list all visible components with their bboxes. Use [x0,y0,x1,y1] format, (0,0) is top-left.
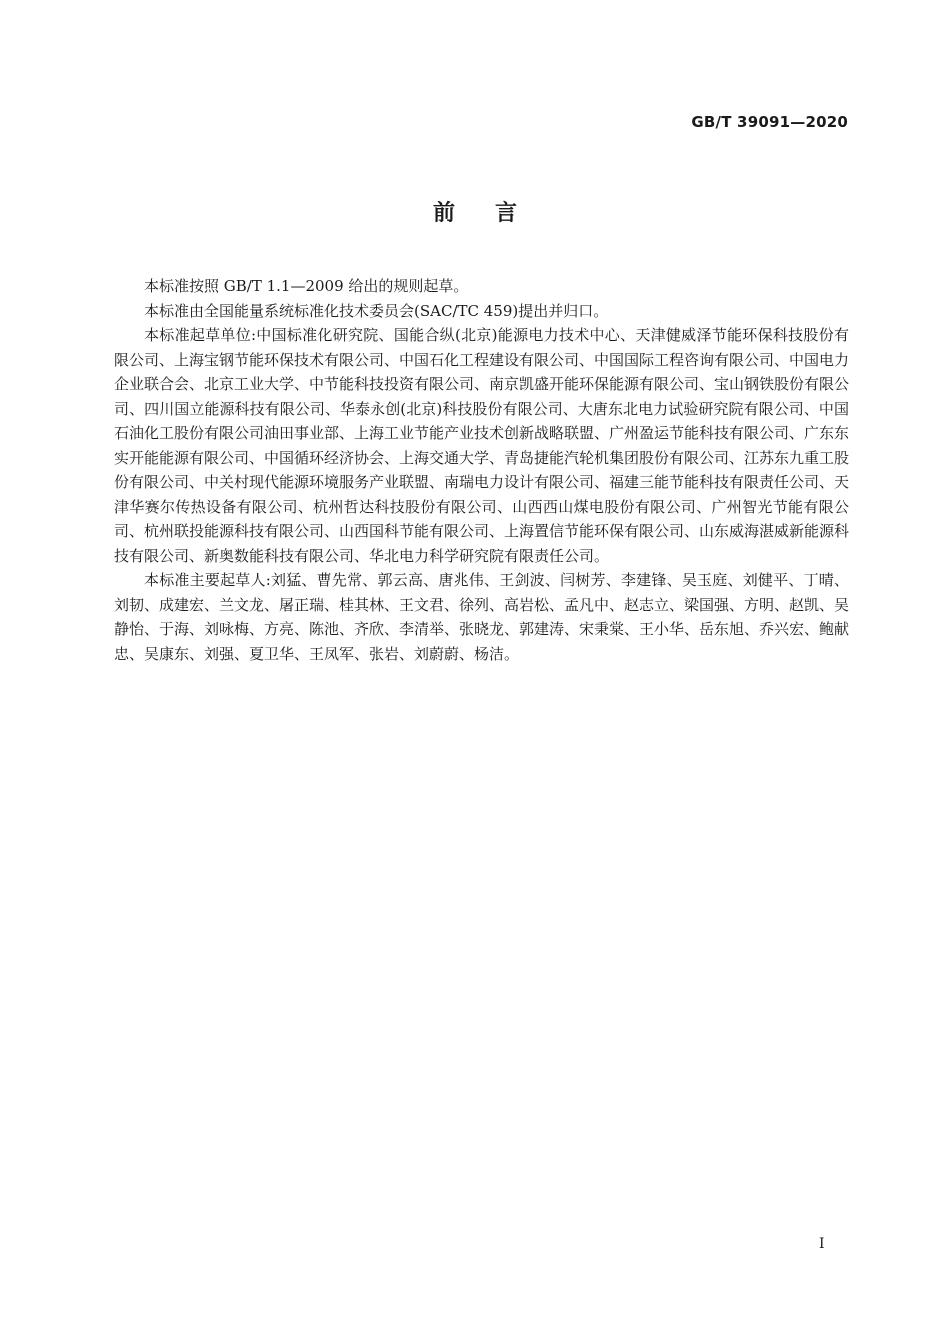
paragraph-drafters: 本标准主要起草人:刘猛、曹先常、郭云高、唐兆伟、王剑波、闫树芳、李建锋、吴玉庭、刘健平、丁晴、刘韧、成建宏、兰文龙、屠正瑞、桂其林、王文君、徐列、高岩松、孟凡中、赵志立、梁国强、方明、赵凯、吴静怡、于海、刘咏梅、方亮、陈池、齐欣、李清举、张晓龙、郭建涛、宋秉棠、王小华、岳东旭、乔兴宏、鲍献忠、吴康东、刘强、夏卫华、王凤军、张岩、刘蔚蔚、杨洁。 [114,571,850,663]
paragraph-drafting-rules: 本标准按照 GB/T 1.1—2009 给出的规则起草。 [144,277,469,295]
foreword-body [114,274,849,666]
paragraph-drafting-units: 本标准起草单位:中国标准化研究院、国能合纵(北京)能源电力技术中心、天津健威泽节能环保科技股份有限公司、上海宝钢节能环保技术有限公司、中国石化工程建设有限公司、中国国际工程咨询有限公司、中国电力企业联合会、北京工业大学、中节能科技投资有限公司、南京凯盛开能环保能源有限公司、宝山钢铁股份有限公司、四川国立能源科技有限公司、华泰永创(北京)科技股份有限公司、大唐东北电力试验研究院有限公司、中国石油化工股份有限公司油田事业部、上海工业节能产业技术创新战略联盟、广州盈运节能科技有限公司、广东东实开能能源有限公司、中国循环经济协会、上海交通大学、青岛捷能汽轮机集团股份有限公司、江苏东九重工股份有限公司、中关村现代能源环境服务产业联盟、南瑞电力设计有限公司、福建三能节能科技有限责任公司、天津华赛尔传热设备有限公司、杭州哲达科技股份有限公司、山西西山煤电股份有限公司、广州智光节能有限公司、杭州联投能源科技有限公司、山西国科节能有限公司、上海置信节能环保有限公司、山东威海湛威新能源科技有限公司、新奥数能科技有限公司、华北电力科学研究院有限责任公司。 [114,326,850,565]
page-title: 前言 [432,201,557,226]
page-number: I [819,1236,825,1252]
standard-code: GB/T 39091—2020 [691,113,848,131]
paragraph-proposer: 本标准由全国能量系统标准化技术委员会(SAC/TC 459)提出并归口。 [144,301,609,320]
